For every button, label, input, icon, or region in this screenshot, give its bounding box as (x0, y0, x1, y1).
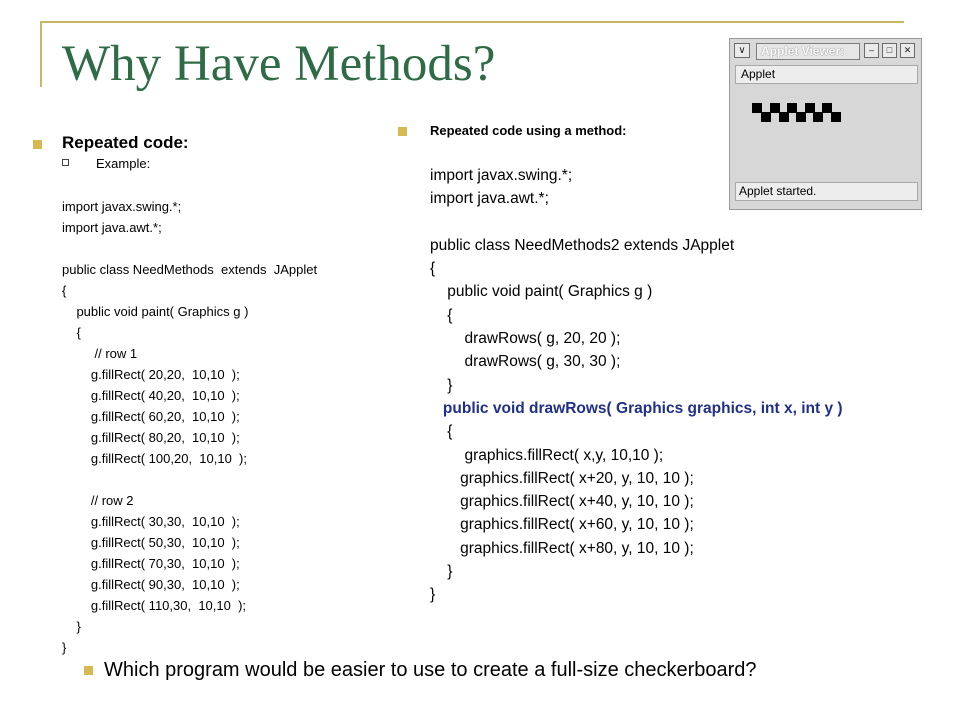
code-line: graphics.fillRect( x+80, y, 10, 10 ); (430, 539, 694, 557)
code-line: { (62, 283, 67, 298)
code-line: graphics.fillRect( x,y, 10,10 ); (430, 446, 664, 464)
applet-menu[interactable]: Applet (735, 65, 918, 84)
code-line: graphics.fillRect( x+20, y, 10, 10 ); (430, 469, 694, 487)
code-line (62, 238, 317, 259)
code-line: // row 2 (62, 493, 134, 508)
filled-square (813, 112, 823, 122)
code-line: public void drawRows( Graphics graphics, int x, int y ) (430, 399, 843, 417)
code-line: public void paint( Graphics g ) (62, 304, 249, 319)
applet-viewer-window (729, 38, 922, 210)
minimize-icon[interactable]: – (864, 43, 879, 58)
code-line: g.fillRect( 100,20, 10,10 ); (62, 451, 247, 466)
code-line: { (430, 306, 453, 324)
right-heading: Repeated code using a method: (430, 123, 627, 138)
code-line: } (430, 586, 436, 604)
code-line: { (430, 260, 436, 278)
filled-square (796, 112, 806, 122)
filled-square (779, 112, 789, 122)
left-code-block (62, 196, 317, 658)
sub-bullet-icon (62, 159, 69, 166)
right-code-block (430, 164, 843, 607)
close-icon[interactable]: ✕ (900, 43, 915, 58)
code-line: g.fillRect( 80,20, 10,10 ); (62, 430, 240, 445)
left-heading: Repeated code: (62, 133, 189, 152)
code-line: g.fillRect( 110,30, 10,10 ); (62, 598, 247, 613)
bullet-icon (33, 140, 42, 149)
code-line: } (430, 563, 453, 581)
code-line: g.fillRect( 20,20, 10,10 ); (62, 367, 240, 382)
code-line: g.fillRect( 60,20, 10,10 ); (62, 409, 240, 424)
code-line: import javax.swing.*; (62, 199, 182, 214)
filled-square (831, 112, 841, 122)
code-line: import java.awt.*; (430, 190, 549, 208)
decorative-top-rule (40, 21, 904, 23)
slide-title: Why Have Methods? (62, 36, 496, 92)
code-line: // row 1 (62, 346, 138, 361)
code-line: import javax.swing.*; (430, 167, 573, 184)
code-line: g.fillRect( 50,30, 10,10 ); (62, 535, 240, 550)
decorative-left-rule (40, 21, 42, 87)
code-line: public class NeedMethods2 extends JApplet (430, 236, 735, 254)
chevron-down-icon[interactable]: ∨ (734, 43, 750, 58)
applet-status: Applet started. (735, 182, 918, 201)
window-titlebar (731, 40, 920, 62)
code-line (62, 469, 317, 490)
code-line: { (430, 423, 453, 441)
code-line: } (62, 619, 81, 634)
code-line: graphics.fillRect( x+60, y, 10, 10 ); (430, 516, 694, 534)
question-text: Which program would be easier to use to create a full-size checkerboard? (104, 659, 757, 681)
example-label: Example: (96, 156, 151, 171)
code-line: drawRows( g, 20, 20 ); (430, 330, 621, 348)
code-line: g.fillRect( 40,20, 10,10 ); (62, 388, 240, 403)
filled-square (761, 112, 771, 122)
code-line: g.fillRect( 90,30, 10,10 ); (62, 577, 240, 592)
window-title: Applet Viewer: (756, 43, 860, 60)
code-line (430, 211, 843, 234)
code-line: public class NeedMethods extends JApplet (62, 262, 318, 277)
code-line: } (62, 640, 67, 655)
code-line: } (430, 376, 453, 394)
code-line: g.fillRect( 70,30, 10,10 ); (62, 556, 240, 571)
applet-canvas (735, 86, 918, 181)
code-line: drawRows( g, 30, 30 ); (430, 353, 621, 371)
maximize-icon[interactable]: □ (882, 43, 897, 58)
code-line: import java.awt.*; (62, 220, 162, 235)
code-line: public void paint( Graphics g ) (430, 283, 653, 301)
code-line: g.fillRect( 30,30, 10,10 ); (62, 514, 240, 529)
bullet-icon (398, 127, 407, 136)
bullet-icon (84, 666, 93, 675)
code-line: graphics.fillRect( x+40, y, 10, 10 ); (430, 493, 694, 511)
code-line: { (62, 325, 81, 340)
